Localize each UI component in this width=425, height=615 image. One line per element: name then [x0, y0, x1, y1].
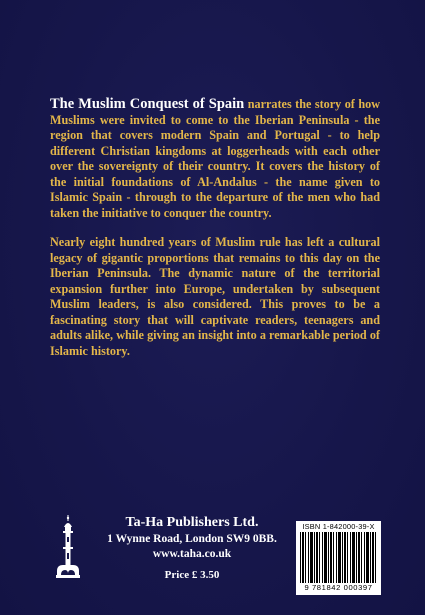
isbn-label: ISBN 1-842000-39-X — [302, 522, 375, 531]
description-paragraph-1 — [50, 97, 380, 221]
book-description — [50, 97, 380, 373]
description-text-1: narrates the story of how Muslims were invited to come to the Iberian Peninsula - the region that covers modern Spain and Portugal - to help different Christian kingdoms at loggerheads with each other over the sovereignty of their country. It covers the history of the initial foundations of Al-Andalus - the name given to Islamic Spain - through to the departure of the men who had taken the initiative to conquer the country. — [50, 97, 380, 220]
ean-number: 9 781842 000397 — [304, 583, 373, 592]
publisher-website[interactable]: www.taha.co.uk — [152, 548, 232, 560]
barcode-icon — [300, 532, 377, 583]
publisher-name: Ta-Ha Publishers Ltd. — [125, 515, 259, 530]
description-paragraph-2: Nearly eight hundred years of Muslim rule has left a cultural legacy of gigantic proportions that remains to this day on the Iberian Peninsula. The dynamic nature of the territorial expansion further into Europe, undertaken by subsequent Muslim leaders, is also considered. This proves to be a fascinating story that will captivate readers, teenagers and adults alike, while giving an insight into a remarkable period of Islamic history. — [50, 235, 380, 358]
price-label: Price £ 3.50 — [164, 569, 220, 581]
publisher-info — [97, 514, 287, 582]
publisher-logo-icon — [56, 515, 80, 585]
publisher-address: 1 Wynne Road, London SW9 0BB. — [107, 533, 277, 545]
book-title: The Muslim Conquest of Spain — [50, 96, 245, 112]
barcode-panel — [296, 521, 381, 595]
